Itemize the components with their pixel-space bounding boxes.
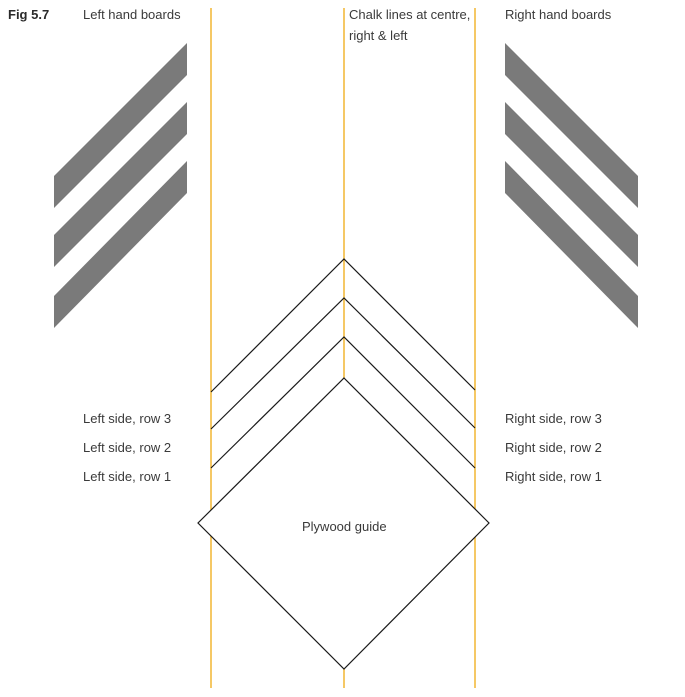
figure-label: Fig 5.7 — [8, 7, 50, 22]
left-row-label: Left side, row 1 — [83, 469, 172, 484]
left-row-label: Left side, row 2 — [83, 440, 172, 455]
right-row-label: Right side, row 1 — [505, 469, 602, 484]
plywood-guide-label: Plywood guide — [302, 519, 387, 534]
left-boards-label: Left hand boards — [83, 7, 181, 22]
chevron-row-3 — [211, 259, 475, 392]
left-row-label: Left side, row 3 — [83, 411, 172, 426]
right-row-label: Right side, row 2 — [505, 440, 602, 455]
right-boards-label: Right hand boards — [505, 7, 612, 22]
right-row-label: Right side, row 3 — [505, 411, 602, 426]
chalk-lines-label-line1: Chalk lines at centre, — [349, 7, 471, 22]
chalk-lines-label-line2: right & left — [349, 28, 408, 43]
